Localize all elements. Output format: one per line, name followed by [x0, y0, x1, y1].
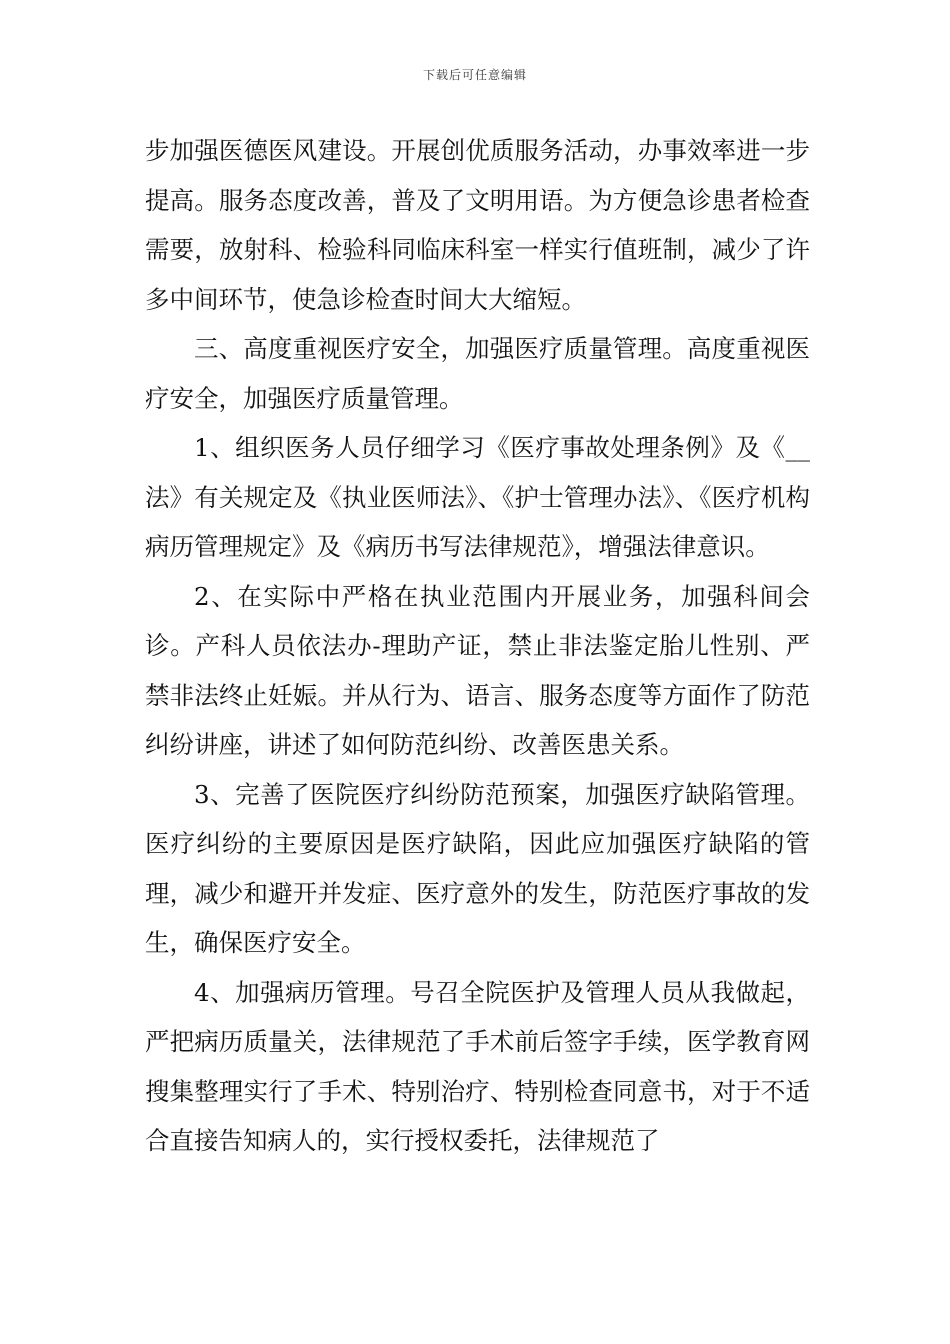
paragraph-4: 2、在实际中严格在执业范围内开展业务，加强科间会诊。产科人员依法办-理助产证，禁止非法鉴定胎儿性别、严禁非法终止妊娠。并从行为、语言、服务态度等方面作了防范纠纷讲座，讲述了如何防范纠纷、改善医患关系。: [145, 581, 810, 759]
paragraph-2: 三、高度重视医疗安全，加强医疗质量管理。高度重视医疗安全，加强医疗质量管理。: [145, 334, 810, 413]
paragraph-1: 步加强医德医风建设。开展创优质服务活动，办事效率进一步提高。服务态度改善，普及了文明用语。为方便急诊患者检查需要，放射科、检验科同临床科室一样实行值班制，减少了许多中间环节，使急诊检查时间大大缩短。: [145, 136, 810, 314]
document-body: [145, 126, 810, 1166]
paragraph-3: 1、组织医务人员仔细学习《医疗事故处理条例》及《__法》有关规定及《执业医师法》、《护士管理办法》、《医疗机构病历管理规定》及《病历书写法律规范》，增强法律意识。: [145, 433, 810, 561]
page-header: 下载后可任意编辑: [422, 68, 527, 82]
paragraph-5: 3、完善了医院医疗纠纷防范预案，加强医疗缺陷管理。医疗纠纷的主要原因是医疗缺陷，因此应加强医疗缺陷的管理，减少和避开并发症、医疗意外的发生，防范医疗事故的发生，确保医疗安全。: [145, 779, 810, 957]
paragraph-6: 4、加强病历管理。号召全院医护及管理人员从我做起，严把病历质量关，法律规范了手术前后签字手续，医学教育网搜集整理实行了手术、特别治疗、特别检查同意书，对于不适合直接告知病人的，实行授权委托，法律规范了: [145, 977, 810, 1155]
